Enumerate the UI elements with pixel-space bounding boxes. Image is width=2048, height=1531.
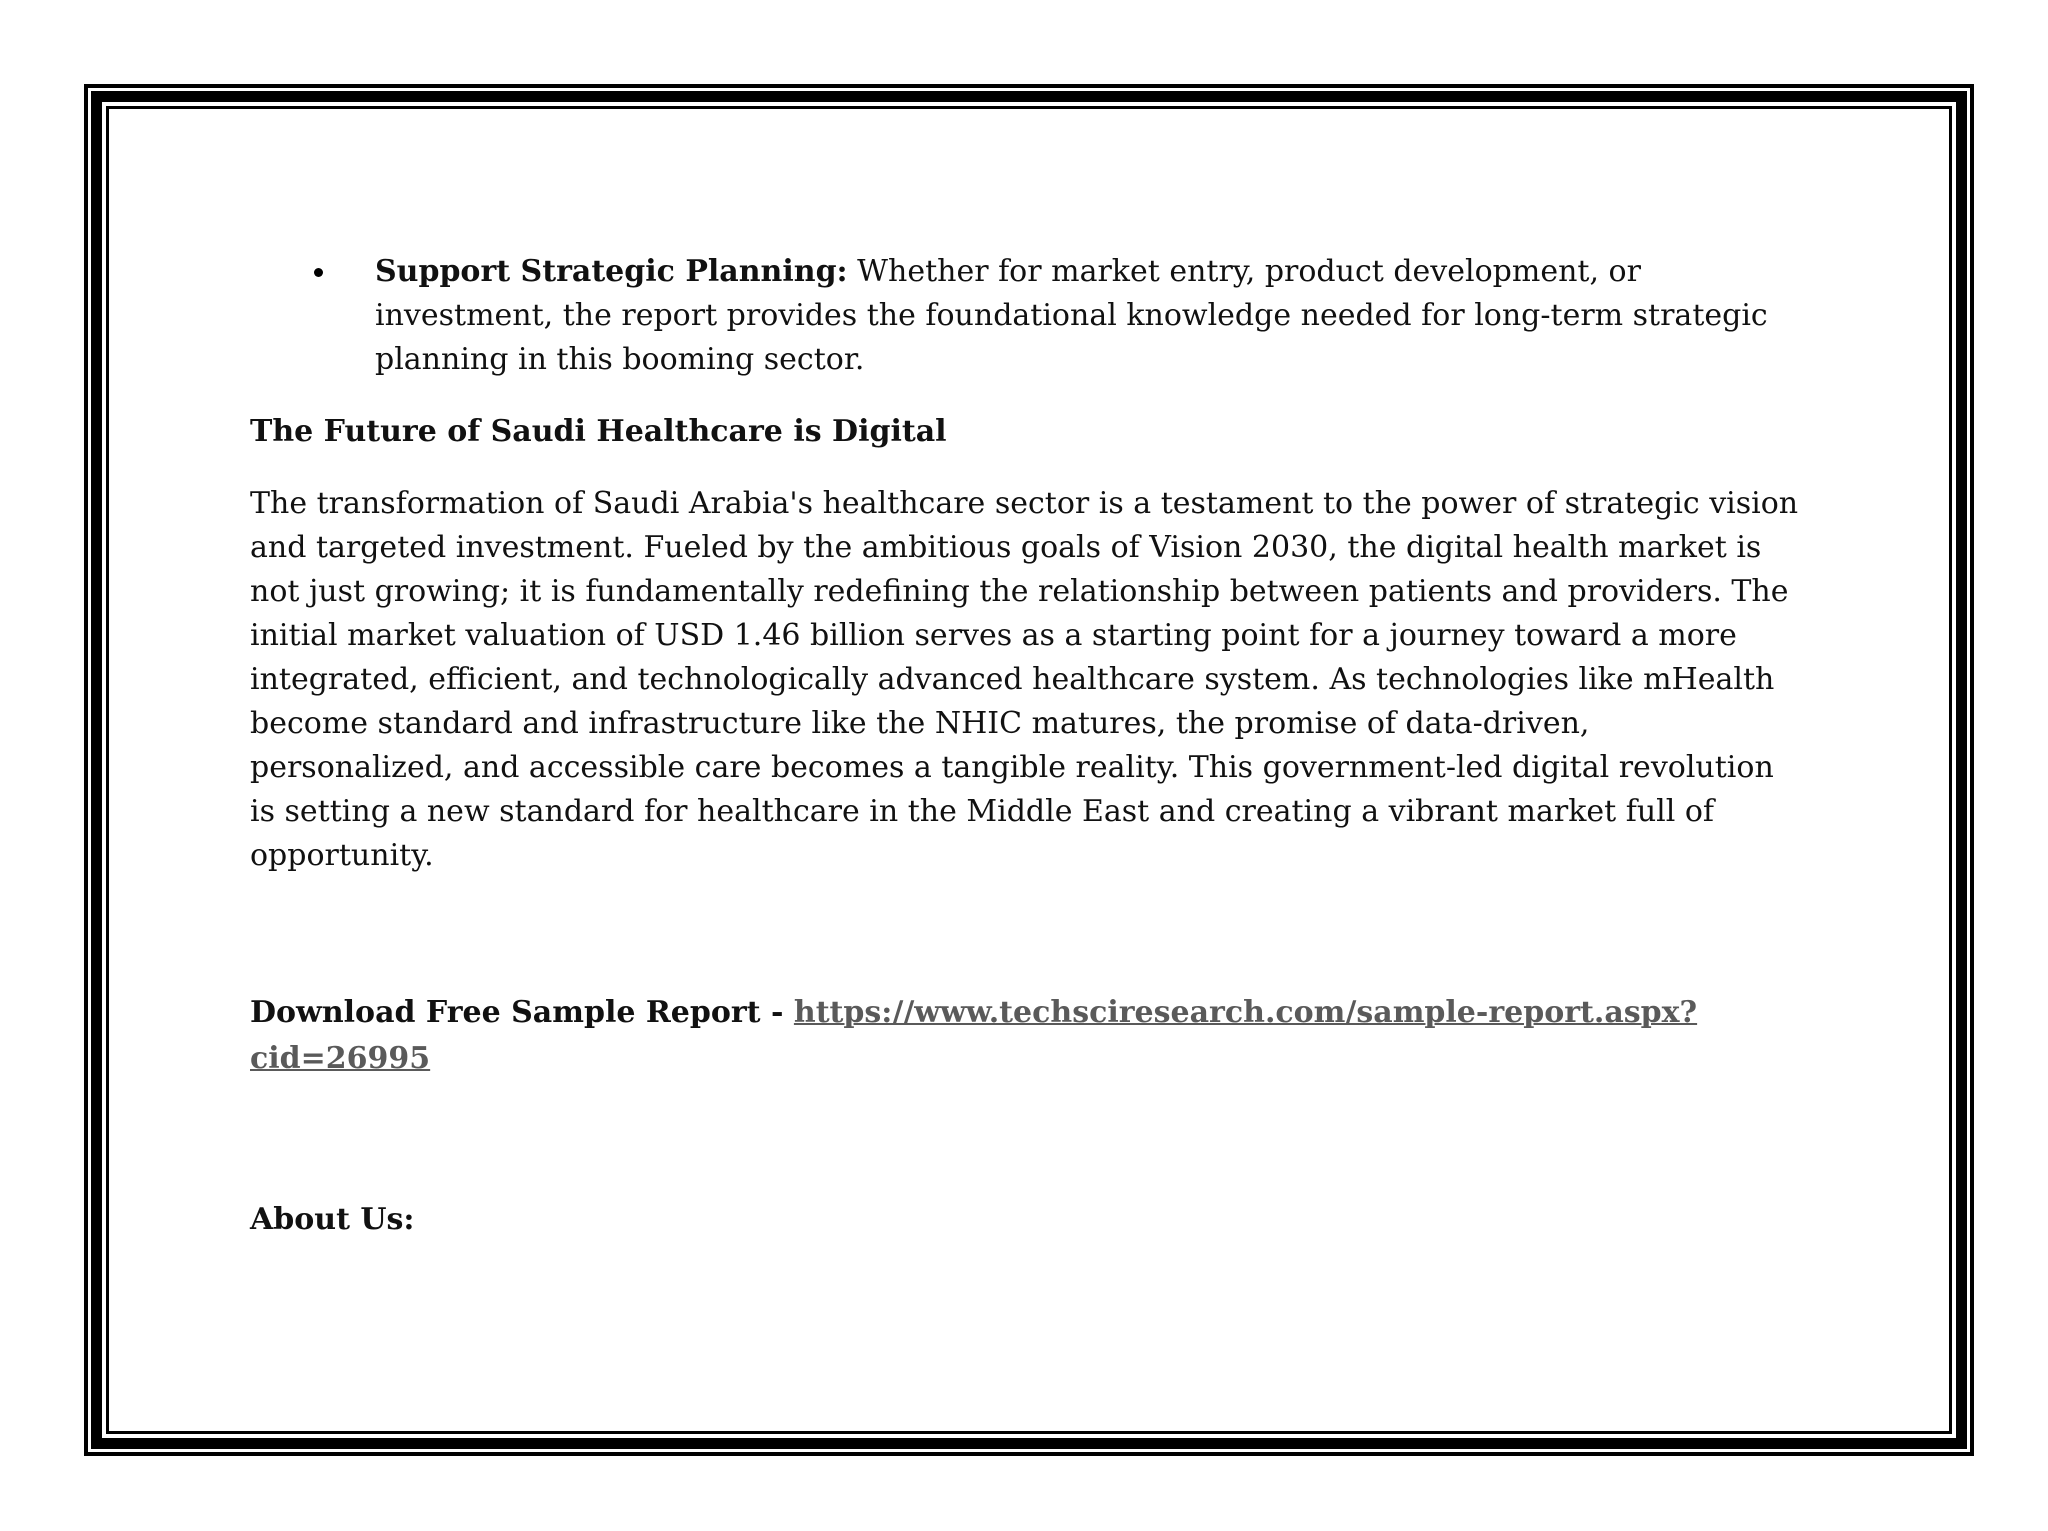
download-sample-line <box>250 990 1800 1082</box>
body-paragraph: The transformation of Saudi Arabia's healthcare sector is a testament to the power of strategic vision and targeted investment. Fueled by the ambitious goals of Vision 2030, the digital health market is not just growing; it is fundamentally redefining the relationship between patients and providers. The initial market valuation of USD 1.46 billion serves as a starting point for a journey toward a more integrated, efficient, and technologically advanced healthcare system. As technologies like mHealth become standard and infrastructure like the NHIC matures, the promise of data-driven, personalized, and accessible care becomes a tangible reality. This government-led digital revolution is setting a new standard for healthcare in the Middle East and creating a vibrant market full of opportunity. <box>250 486 1799 873</box>
about-us-heading: About Us: <box>250 1202 415 1237</box>
bullet-item-strategic-planning <box>250 250 1800 382</box>
bullet-text: Whether for market entry, product development, or investment, the report provides the foundational knowledge needed for long-term strategic planning in this booming sector. <box>375 254 1768 377</box>
download-label: Download Free Sample Report - <box>250 995 794 1030</box>
bullet-label: Support Strategic Planning: <box>375 254 848 289</box>
document-body <box>250 250 1800 1242</box>
sample-report-link[interactable]: https://www.techsciresearch.com/sample-report.aspx?cid=26995 <box>250 995 1698 1076</box>
section-heading: The Future of Saudi Healthcare is Digital <box>250 414 947 449</box>
bullet-dot-icon <box>314 268 323 277</box>
